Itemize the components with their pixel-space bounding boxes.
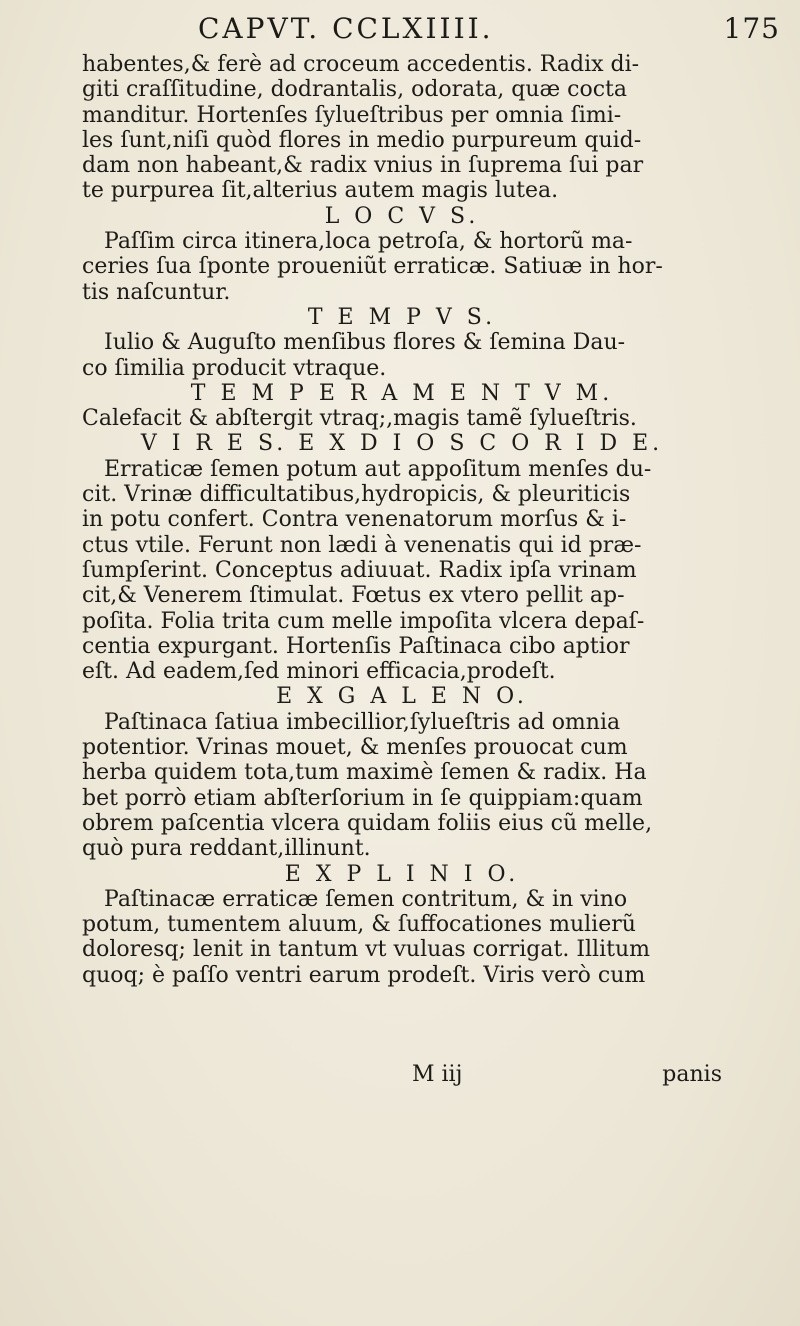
text-line: Calefacit & abſtergit vtraq;,magis tamẽ ſylueſtris. [82, 406, 637, 432]
text-line: ceries ſua ſponte proueniũt erraticæ. Satiuæ in hor- [82, 254, 663, 280]
text-line: Iulio & Auguſto menſibus flores & ſemina Dau- [104, 330, 626, 356]
text-line: potentior. Vrinas mouet, & menſes prouocat cum [82, 735, 628, 761]
signature-mark: M iij [412, 1062, 463, 1087]
text-line: potum, tumentem aluum, & ſuffocationes mulierũ [82, 912, 636, 938]
section-heading: E X G A L E N O. [276, 684, 528, 710]
text-line: quoq; è paſſo ventri earum prodeſt. Viris verò cum [82, 962, 646, 988]
text-line: bet porrò etiam abſterſorium in ſe quippiam:quam [82, 785, 643, 811]
text-line: habentes,& ferè ad croceum accedentis. Radix di- [82, 52, 640, 77]
text-line: doloresq; lenit in tantum vt vuluas corrigat. Illitum [82, 937, 651, 963]
text-line: cit,& Venerem ſtimulat. Fœtus ex vtero pellit ap- [82, 583, 625, 609]
text-line: te purpurea ſit,alterius autem magis lutea. [82, 178, 559, 204]
text-line: quò pura reddant,illinunt. [82, 836, 371, 862]
text-line: co ſimilia producit vtraque. [82, 355, 387, 381]
text-line: Paſtinaca ſatiua imbecillior,ſylueſtris ad omnia [104, 709, 621, 735]
text-line: les ſunt,niſi quòd flores in medio purpureum quid- [82, 127, 642, 153]
section-heading: L O C V S. [324, 203, 480, 229]
text-line: dam non habeant,& radix vnius in ſuprema ſui par [82, 153, 644, 179]
section-heading: T E M P E R A M E N T V M. [190, 380, 614, 406]
running-head [140, 12, 780, 46]
text-line: in potu confert. Contra venenatorum morſus & i- [82, 507, 627, 533]
text-line: herba quidem tota,tum maximè ſemen & radix. Ha [82, 760, 647, 786]
chapter-title: CAPVT. CCLXIIII. [198, 12, 494, 45]
text-line: manditur. Hortenſes ſylueſtribus per omnia ſimi- [82, 102, 622, 128]
text-line: centia expurgant. Hortenſis Paſtinaca cibo aptior [82, 633, 630, 659]
text-line: ſumpſerint. Conceptus adiuuat. Radix ipſa vrinam [82, 557, 637, 583]
section-heading: E X P L I N I O. [284, 861, 520, 887]
text-line: Paſſim circa itinera,loca petroſa, & hortorũ ma- [104, 229, 633, 255]
text-line: Paſtinacæ erraticæ ſemen contritum, & in vino [104, 886, 628, 912]
text-line: cit. Vrinæ difficultatibus,hydropicis, & pleuriticis [82, 482, 631, 508]
text-line: obrem paſcentia vlcera quidam foliis eius cũ melle, [82, 810, 653, 836]
text-line: eſt. Ad eadem,ſed minori efficacia,prodeſt. [82, 659, 556, 685]
text-line: ctus vtile. Ferunt non lædi à venenatis qui id præ- [82, 532, 642, 558]
section-heading: T E M P V S. [307, 304, 497, 330]
text-line: poſita. Folia trita cum melle impoſita vlcera depaſ- [82, 608, 645, 634]
text-line: tis naſcuntur. [82, 279, 231, 305]
section-heading: V I R E S. E X D I O S C O R I D E. [140, 431, 664, 457]
catchword: panis [662, 1062, 722, 1087]
page-number: 175 [723, 12, 780, 45]
text-line: giti craſſitudine, dodrantalis, odorata, quæ cocta [82, 77, 628, 103]
text-block [82, 52, 722, 988]
text-line: Erraticæ ſemen potum aut appoſitum menſes du- [104, 456, 652, 482]
